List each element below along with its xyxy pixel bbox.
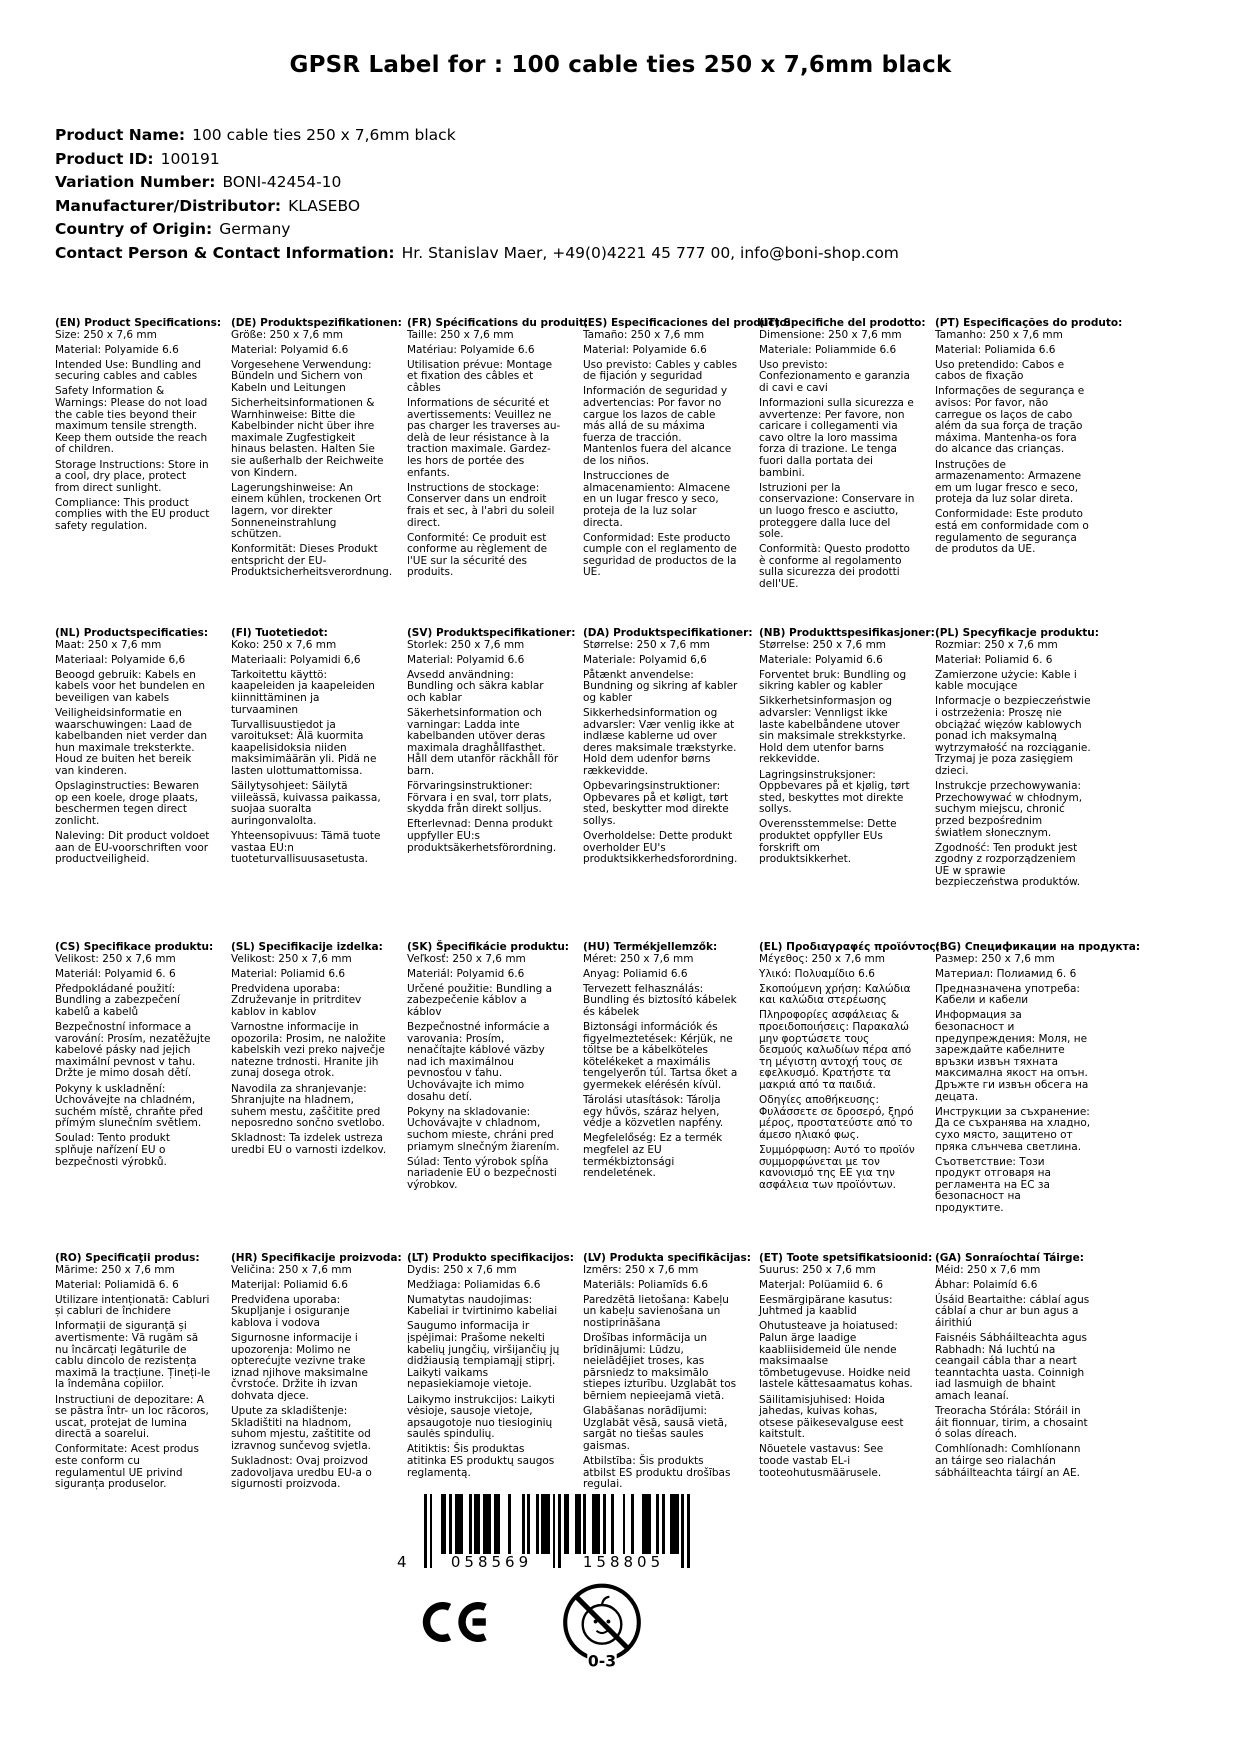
- spec-paragraph: Izmērs: 250 x 7,6 mm: [583, 1263, 699, 1276]
- spec-paragraph: Dimensione: 250 x 7,6 mm: [759, 328, 902, 341]
- spec-block-header: (IT) Specifiche del prodotto:: [759, 317, 926, 329]
- spec-block-bg: [935, 941, 1141, 1253]
- info-field-value: 100191: [160, 149, 220, 168]
- spec-paragraph: Información de seguridad y advertencias: Por favor no cargue los lazos de cable más allá de su máxima fuerza de tracción. Mantenlos fuera del alcance de los niños.: [583, 385, 732, 468]
- age-warning-label: 0-3: [587, 1651, 617, 1671]
- spec-paragraph: Tervezett felhasználás: Bundling és biztosító kábelek és kábelek: [583, 982, 737, 1018]
- spec-block-header: (GA) Sonraíochtaí Táirge:: [935, 1252, 1084, 1264]
- spec-paragraph: Materiale: Polyamid 6.6: [759, 653, 883, 666]
- spec-paragraph: Säilytysohjeet: Säilytä viileässä, kuivassa paikassa, suojaa suoralta auringonvalolta.: [231, 780, 381, 827]
- spec-paragraph: Varnostne informacije in opozorila: Prosim, ne naložite kabelskih vezi preko največje natezne trdnosti. Hranite jih zunaj dosega otrok.: [231, 1021, 386, 1080]
- spec-paragraph: Taille: 250 x 7,6 mm: [407, 328, 514, 341]
- spec-paragraph: Größe: 250 x 7,6 mm: [231, 328, 344, 341]
- spec-paragraph: Pokyny k uskladnění: Uchovávejte na chladném, suchém místě, chraňte před přímým slunečním světlem.: [55, 1082, 204, 1130]
- spec-block-es: [583, 317, 791, 628]
- spec-paragraph: Material: Polyamid 6.6: [231, 343, 349, 356]
- spec-paragraph: Instrucciones de almacenamiento: Almacene en un lugar fresco y seco, proteja de la luz solar directa.: [583, 470, 731, 529]
- spec-block-header: (FR) Spécifications du produit:: [407, 317, 589, 329]
- info-row: [55, 148, 899, 172]
- spec-paragraph: Instruções de armazenamento: Armazene em um lugar fresco e seco, proteja da luz solar direta.: [935, 458, 1082, 506]
- spec-paragraph: Sicherheitsinformationen & Warnhinweise: Bitte die Kabelbinder nicht über ihre maximale Zugfestigkeit hinaus belasten. Halten Sie sie außerhalb der Reichweite von Kindern.: [231, 397, 384, 479]
- spec-paragraph: Πληροφορίες ασφάλειας & προειδοποιήσεις: Παρακαλώ μην φορτώσετε τους δεσμούς καλωδίων πέρα από τη μέγιστη αντοχή τους σε εφελκυσμό. Κρατήστε τα μακριά από τα παιδιά.: [759, 1009, 912, 1092]
- spec-paragraph: Vorgesehene Verwendung: Bündeln und Sichern von Kabeln und Leitungen: [231, 358, 372, 394]
- spec-paragraph: Istruzioni per la conservazione: Conservare in un luogo fresco e asciutto, proteggere dalla luce del sole.: [759, 481, 915, 541]
- spec-paragraph: Материал: Полиамид 6. 6: [935, 967, 1077, 980]
- spec-paragraph: Méid: 250 x 7,6 mm: [935, 1263, 1041, 1276]
- spec-paragraph: Material: Poliamidă 6. 6: [55, 1278, 179, 1291]
- info-row: [55, 171, 899, 195]
- spec-paragraph: Naleving: Dit product voldoet aan de EU-voorschriften voor productveiligheid.: [55, 830, 210, 866]
- spec-paragraph: Dydis: 250 x 7,6 mm: [407, 1263, 517, 1276]
- spec-paragraph: Numatytas naudojimas: Kabeliai ir tvirtinimo kabeliai: [407, 1293, 558, 1318]
- spec-block-pl: [935, 628, 1111, 942]
- spec-paragraph: Størrelse: 250 x 7,6 mm: [583, 638, 711, 651]
- spec-paragraph: Méret: 250 x 7,6 mm: [583, 952, 694, 965]
- spec-paragraph: Predvidena uporaba: Združevanje in pritrditev kablov in kablov: [231, 982, 362, 1018]
- spec-paragraph: Compliance: This product complies with the EU product safety regulation.: [55, 496, 210, 532]
- spec-block-header: (DE) Produktspezifikationen:: [231, 317, 402, 329]
- spec-paragraph: Opbevaringsinstruktioner: Opbevares på et køligt, tørt sted, beskytter mod direkte sollys.: [583, 780, 729, 827]
- spec-paragraph: Informații de siguranță și avertismente: Vă rugăm să nu încărcați legăturile de cablu dincolo de rezistența maximă la tracțiune. Țineți-le la îndemâna copiilor.: [55, 1320, 211, 1391]
- spec-paragraph: Sukladnost: Ovaj proizvod zadovoljava uredbu EU-a o sigurnosti proizvoda.: [231, 1455, 372, 1491]
- spec-paragraph: Matériau: Polyamide 6.6: [407, 343, 535, 356]
- spec-paragraph: Konformität: Dieses Produkt entspricht der EU-Produktsicherheitsverordnung.: [231, 543, 393, 579]
- spec-paragraph: Размер: 250 x 7,6 mm: [935, 952, 1055, 965]
- info-field-label: Country of Origin:: [55, 220, 213, 238]
- spec-paragraph: Upute za skladištenje: Skladištiti na hladnom, suhom mjestu, zaštitite od izravnog sunčevog svjetla.: [231, 1405, 371, 1452]
- spec-paragraph: Informazioni sulla sicurezza e avvertenze: Per favore, non caricare i collegamenti via cavo oltre la loro massima forza di trazione. Le tenga fuori dalla portata dei bambini.: [759, 397, 914, 479]
- spec-paragraph: Paredzētā lietošana: Kabeļu un kabeļu savienošana un nostiprināšana: [583, 1293, 729, 1329]
- spec-block-header: (NB) Produkttspesifikasjoner:: [759, 627, 935, 639]
- spec-block-header: (PL) Specyfikacje produktu:: [935, 627, 1099, 639]
- age-warning-0-3-icon: [556, 1578, 648, 1682]
- spec-paragraph: Suurus: 250 x 7,6 mm: [759, 1263, 876, 1276]
- info-field-label: Product Name:: [55, 126, 186, 144]
- spec-paragraph: Zgodność: Ten produkt jest zgodny z rozporządzeniem UE w sprawie bezpieczeństwa produktów.: [935, 841, 1081, 889]
- spec-block-header: (BG) Спецификации на продукта:: [935, 941, 1141, 953]
- spec-block-header: (HU) Termékjellemzők:: [583, 941, 718, 953]
- spec-paragraph: Materiaal: Polyamide 6,6: [55, 653, 186, 666]
- barcode-bar: [687, 1494, 690, 1568]
- spec-paragraph: Velikost: 250 x 7,6 mm: [55, 952, 176, 965]
- spec-paragraph: Rozmiar: 250 x 7,6 mm: [935, 638, 1058, 651]
- spec-paragraph: Glabāšanas norādījumi: Uzglabāt vēsā, sausā vietā, sargāt no tiešas saules gaismas.: [583, 1405, 728, 1452]
- spec-block-header: (SL) Specifikacije izdelka:: [231, 941, 383, 953]
- spec-block-header: (SV) Produktspecifikationer:: [407, 627, 576, 639]
- spec-block-header: (SK) Špecifikácie produktu:: [407, 941, 570, 953]
- spec-paragraph: Bezpečnostné informácie a varovania: Prosím, nenačítajte káblové väzby nad ich maximálnou pevnosťou v ťahu. Uchovávajte ich mimo dosahu detí.: [407, 1021, 550, 1103]
- spec-paragraph: Drošības informācija un brīdinājumi: Lūdzu, neielādējiet troses, kas pārsniedz to maksimālo stiepes izturību. Uzglabāt tos bērniem nepieejamā vietā.: [583, 1332, 737, 1403]
- spec-paragraph: Megfelelőség: Ez a termék megfelel az EU termékbiztonsági rendeletének.: [583, 1132, 723, 1180]
- spec-paragraph: Instructiuni de depozitare: A se păstra într- un loc răcoros, uscat, protejat de lumina directă a soarelui.: [55, 1393, 209, 1441]
- spec-paragraph: Materiál: Polyamid 6.6: [407, 967, 525, 980]
- info-row: [55, 195, 899, 219]
- spec-paragraph: Lagerungshinweise: An einem kühlen, trockenen Ort lagern, vor direkter Sonneneinstrahlung schützen.: [231, 481, 382, 541]
- spec-paragraph: Sikkerhedsinformation og advarsler: Vær venlig ikke at indlæse kablerne ud over deres maksimale trækstyrke. Hold dem udenfor børns rækkevidde.: [583, 707, 737, 778]
- spec-block-header: (LT) Produkto specifikacijos:: [407, 1252, 574, 1264]
- spec-block-header: (ET) Toote spetsifikatsioonid:: [759, 1252, 933, 1264]
- spec-paragraph: Instrukcje przechowywania: Przechowywać w chłodnym, suchym miejscu, chronić przed bezpośrednim światłem słonecznym.: [935, 780, 1083, 839]
- spec-paragraph: Säkerhetsinformation och varningar: Ladda inte kabelbanden utöver deras maximala draghållfasthet. Håll dem utanför räckhåll för barn.: [407, 707, 559, 778]
- spec-block-sv: [407, 628, 583, 942]
- spec-block-ga: [935, 1253, 1111, 1494]
- spec-paragraph: Materiāls: Poliamīds 6.6: [583, 1278, 708, 1291]
- spec-block-header: (ES) Especificaciones del producto:: [583, 317, 791, 329]
- spec-grid: [55, 317, 1141, 1494]
- spec-paragraph: Conformidade: Este produto está em conformidade com o regulamento de segurança de produtos da UE.: [935, 508, 1089, 556]
- spec-block-cs: [55, 942, 231, 1253]
- spec-paragraph: Eesmärgipärane kasutus: Juhtmed ja kaablid: [759, 1293, 893, 1318]
- spec-paragraph: Material: Polyamide 6.6: [583, 343, 707, 356]
- product-info: [55, 124, 899, 265]
- spec-block-nl: [55, 628, 231, 942]
- spec-paragraph: Utilizare intenționată: Cabluri și cabluri de închidere: [55, 1293, 210, 1318]
- spec-paragraph: Informacje o bezpieczeństwie i ostrzeżenia: Proszę nie obciążać więzów kablowych ponad ich maksymalną wytrzymałość na rozciąganie. Trzymaj je poza zasięgiem dzieci.: [935, 695, 1091, 778]
- spec-paragraph: Pokyny na skladovanie: Uchovávajte v chladnom, suchom mieste, chráni pred priamym slnečným žiarením.: [407, 1105, 560, 1153]
- spec-paragraph: Mărime: 250 x 7,6 mm: [55, 1263, 175, 1276]
- spec-block-nb: [759, 628, 935, 942]
- barcode-left-digits: 058569: [450, 1553, 533, 1571]
- info-field-label: Product ID:: [55, 149, 154, 168]
- spec-paragraph: Σκοπούμενη χρήση: Καλώδια και καλώδια στερέωσης: [759, 982, 911, 1007]
- spec-paragraph: Tamaño: 250 x 7,6 mm: [583, 328, 705, 341]
- spec-paragraph: Storlek: 250 x 7,6 mm: [407, 638, 525, 651]
- spec-paragraph: Størrelse: 250 x 7,6 mm: [759, 638, 887, 651]
- spec-paragraph: Sigurnosne informacije i upozorenja: Molimo ne opterećujte vezivne trake iznad njihove maksimalne čvrstoće. Držite ih izvan dohvata djece.: [231, 1332, 368, 1403]
- spec-block-header: (RO) Specificaţii produs:: [55, 1252, 200, 1264]
- spec-paragraph: Maat: 250 x 7,6 mm: [55, 638, 162, 651]
- spec-paragraph: Conformidad: Este producto cumple con el reglamento de seguridad de productos de la UE.: [583, 531, 737, 579]
- spec-paragraph: Tamanho: 250 x 7,6 mm: [935, 328, 1063, 341]
- info-field-label: Contact Person & Contact Information:: [55, 243, 395, 262]
- spec-paragraph: Veiligheidsinformatie en waarschuwingen: Laad de kabelbanden niet verder dan hun maximale treksterkte. Houd ze buiten het bereik van kinderen.: [55, 707, 208, 778]
- spec-paragraph: Utilisation prévue: Montage et fixation des câbles et câbles: [407, 358, 553, 394]
- spec-paragraph: Ohutusteave ja hoiatused: Palun ärge laadige kaabliisidemeid üle nende maksimaalse tõmbetugevuse. Hoidke neid lastele kättesaamatus kohas.: [759, 1320, 913, 1391]
- barcode-right-digits: 158805: [582, 1553, 665, 1571]
- spec-paragraph: Materiał: Poliamid 6. 6: [935, 653, 1053, 666]
- spec-paragraph: Tárolási utasítások: Tárolja egy hűvös, száraz helyen, védje a közvetlen napfény.: [583, 1094, 724, 1130]
- spec-paragraph: Laikymo instrukcijos: Laikyti vėsioje, sausoje vietoje, apsaugotoje nuo tiesioginių saulės spindulių.: [407, 1393, 555, 1441]
- info-row: [55, 124, 899, 148]
- spec-paragraph: Информация за безопасност и предупреждения: Моля, не зареждайте кабелните връзки извън тяхната максимална якост на опън. Дръжте ги извън обсега на децата.: [935, 1009, 1089, 1103]
- spec-block-ro: [55, 1253, 231, 1494]
- spec-paragraph: Påtænkt anvendelse: Bundning og sikring af kabler og kabler: [583, 668, 738, 704]
- spec-paragraph: Lagringsinstruksjoner: Oppbevares på et kjølig, tørt sted, beskyttes mot direkte sollys.: [759, 768, 910, 816]
- spec-block-header: (PT) Especificações do produto:: [935, 317, 1123, 329]
- spec-paragraph: Materjal: Polüamiid 6. 6: [759, 1278, 884, 1291]
- spec-paragraph: Συμμόρφωση: Αυτό το προϊόν συμμορφώνεται με τον κανονισμό της ΕΕ για την ασφάλεια των προϊόντων.: [759, 1144, 915, 1191]
- spec-paragraph: Οδηγίες αποθήκευσης: Φυλάσσετε σε δροσερό, ξηρό μέρος, προστατεύστε από το άμεσο ηλιακό φως.: [759, 1094, 914, 1141]
- spec-paragraph: Material: Poliamid 6.6: [231, 967, 346, 980]
- spec-paragraph: Úsáid Beartaithe: cáblaí agus cáblaí a chur ar bun agus a áirithiú: [935, 1293, 1090, 1329]
- spec-block-et: [759, 1253, 935, 1494]
- spec-paragraph: Avsedd användning: Bundling och säkra kablar och kablar: [407, 668, 544, 704]
- spec-block-it: [759, 318, 935, 628]
- spec-paragraph: Material: Polyamid 6.6: [407, 653, 525, 666]
- spec-block-fr: [407, 317, 589, 628]
- spec-paragraph: Materiál: Polyamid 6. 6: [55, 967, 176, 980]
- spec-block-lt: [407, 1253, 583, 1494]
- spec-block-el: [759, 941, 940, 1253]
- spec-paragraph: Intended Use: Bundling and securing cables and cables: [55, 358, 202, 383]
- spec-paragraph: Saugumo informacija ir įspėjimai: Prašome nekelti kabelių jungčių, viršijančių jų didžiausią tempiamąjį stiprį. Laikyti vaikams nepasiekiamoje vietoje.: [407, 1320, 560, 1391]
- spec-paragraph: Safety Information & Warnings: Please do not load the cable ties beyond their maximum tensile strength. Keep them outside the reach of children.: [55, 385, 208, 456]
- spec-paragraph: Säilitamisjuhised: Hoida jahedas, kuivas kohas, otsese päikesevalguse eest kaitstult.: [759, 1393, 904, 1441]
- info-field-label: Manufacturer/Distributor:: [55, 196, 282, 215]
- spec-block-lv: [583, 1253, 759, 1494]
- spec-paragraph: Overensstemmelse: Dette produktet oppfyller EUs forskrift om produktsikkerhet.: [759, 818, 897, 866]
- spec-block-pt: [935, 317, 1123, 628]
- spec-paragraph: Material: Polyamide 6.6: [55, 343, 179, 356]
- spec-paragraph: Súlad: Tento výrobok spĺňa nariadenie EÚ o bezpečnosti výrobkov.: [407, 1155, 557, 1191]
- spec-paragraph: Anyag: Poliamid 6.6: [583, 967, 688, 980]
- spec-paragraph: Treoracha Stórála: Stóráil in áit fionnuar, tirim, a chosaint ó solas díreach.: [935, 1405, 1088, 1441]
- spec-paragraph: Comhlíonadh: Comhlíonann an táirge seo rialachán sábháilteachta táirgí an AE.: [935, 1443, 1081, 1479]
- spec-paragraph: Υλικό: Πολυαμίδιο 6.6: [759, 967, 875, 980]
- spec-paragraph: Sikkerhetsinformasjon og advarsler: Vennligst ikke laste kabelbåndene utover sin maksimale strekkstyrke. Hold dem utenfor barns rekkevidde.: [759, 695, 906, 766]
- spec-block-hr: [231, 1253, 407, 1494]
- spec-paragraph: Beoogd gebruik: Kabels en kabels voor het bundelen en beveiligen van kabels: [55, 668, 206, 704]
- spec-paragraph: Ábhar: Polaimíd 6.6: [935, 1278, 1038, 1291]
- spec-paragraph: Medžiaga: Poliamidas 6.6: [407, 1278, 541, 1291]
- spec-paragraph: Instructions de stockage: Conserver dans un endroit frais et sec, à l'abri du soleil direct.: [407, 481, 555, 529]
- info-field-value: Germany: [219, 220, 291, 238]
- spec-paragraph: Veľkosť: 250 x 7,6 mm: [407, 952, 526, 965]
- info-row: [55, 242, 899, 266]
- spec-paragraph: Materiaali: Polyamidi 6,6: [231, 653, 361, 666]
- spec-paragraph: Предназначена употреба: Кабели и кабели: [935, 982, 1080, 1007]
- spec-block-header: (LV) Produkta specifikācijas:: [583, 1252, 751, 1264]
- info-field-label: Variation Number:: [55, 173, 216, 191]
- spec-block-header: (HR) Specifikacije proizvoda:: [231, 1252, 402, 1264]
- spec-paragraph: Materiale: Poliammide 6.6: [759, 343, 897, 356]
- spec-paragraph: Storage Instructions: Store in a cool, dry place, protect from direct sunlight.: [55, 458, 209, 494]
- spec-paragraph: Conformité: Ce produit est conforme au règlement de l'UE sur la sécurité des produits.: [407, 531, 548, 579]
- barcode: [397, 1494, 690, 1586]
- spec-paragraph: Opslaginstructies: Bewaren op een koele, droge plaats, beschermen tegen direct zonlicht.: [55, 780, 200, 827]
- spec-paragraph: Bezpečnostní informace a varování: Prosím, nezatěžujte kabelové pásky nad jejich maximální pevnost v tahu. Držte je mimo dosah dětí.: [55, 1021, 211, 1080]
- spec-paragraph: Predviđena uporaba: Skupljanje i osiguranje kablova i vodova: [231, 1293, 350, 1329]
- spec-paragraph: Tarkoitettu käyttö: kaapeleiden ja kaapeleiden kiinnittäminen ja turvaaminen: [231, 668, 375, 716]
- spec-block-fi: [231, 628, 407, 942]
- spec-paragraph: Velikost: 250 x 7,6 mm: [231, 952, 352, 965]
- spec-paragraph: Určené použitie: Bundling a zabezpečenie káblov a káblov: [407, 982, 553, 1018]
- spec-paragraph: Efterlevnad: Denna produkt uppfyller EU:s produktsäkerhetsförordning.: [407, 818, 557, 854]
- spec-block-header: (DA) Produktspecifikationer:: [583, 627, 753, 639]
- spec-paragraph: Atitiktis: Šis produktas atitinka ES produktų saugos reglamentą.: [407, 1443, 555, 1479]
- spec-block-hu: [583, 942, 759, 1253]
- spec-paragraph: Materiale: Polyamid 6,6: [583, 653, 707, 666]
- spec-paragraph: Uso previsto: Cables y cables de fijación y seguridad: [583, 358, 738, 383]
- ce-mark-icon: [417, 1592, 491, 1656]
- spec-block-header: (EL) Προδιαγραφές προϊόντος:: [759, 941, 940, 953]
- spec-block-de: [231, 318, 407, 628]
- spec-paragraph: Informations de sécurité et avertissements: Veuillez ne pas charger les traverses au-delà de leur résistance à la traction maximale. Gardez-les hors de portée des enfants.: [407, 397, 561, 479]
- spec-paragraph: Size: 250 x 7,6 mm: [55, 328, 157, 341]
- spec-paragraph: Uso previsto: Confezionamento e garanzia di cavi e cavi: [759, 358, 910, 394]
- spec-paragraph: Faisnéis Sábháilteachta agus Rabhadh: Ná luchtú na ceangail cábla thar a neart teanntachta uasta. Coinnigh iad lasmuigh de bhaint amach leanaí.: [935, 1332, 1087, 1403]
- info-field-value: BONI-42454-10: [222, 173, 342, 191]
- spec-paragraph: Biztonsági információk és figyelmeztetések: Kérjük, ne töltse be a kábelköteles kötelékeket a maximális tengelyerőn túl. Tartsa őket a gyermekek elérésén kívül.: [583, 1021, 738, 1092]
- spec-block-en: [55, 318, 231, 628]
- spec-paragraph: Förvaringsinstruktioner: Förvara i en sval, torr plats, skydda från direkt solljus.: [407, 780, 552, 816]
- info-field-value: KLASEBO: [288, 196, 361, 215]
- spec-block-header: (NL) Productspecificaties:: [55, 627, 209, 639]
- spec-paragraph: Turvallisuustiedot ja varoitukset: Älä kuormita kaapelisidoksia niiden maksimimäärän yli. Pidä ne lasten ulottumattomissa.: [231, 718, 377, 778]
- spec-block-sk: [407, 942, 583, 1253]
- spec-block-sl: [231, 942, 407, 1253]
- info-row: [55, 218, 899, 242]
- spec-paragraph: Veličina: 250 x 7,6 mm: [231, 1263, 352, 1276]
- spec-paragraph: Forventet bruk: Bundling og sikring kabler og kabler: [759, 668, 907, 693]
- spec-paragraph: Yhteensopivuus: Tämä tuote vastaa EU:n tuoteturvallisuusasetusta.: [231, 830, 381, 866]
- spec-block-header: (CS) Specifikace produktu:: [55, 941, 214, 953]
- spec-paragraph: Conformitate: Acest produs este conform cu regulamentul UE privind siguranța produselor.: [55, 1443, 199, 1491]
- spec-block-header: (EN) Product Specifications:: [55, 317, 222, 329]
- spec-paragraph: Soulad: Tento produkt splňuje nařízení EU o bezpečnosti výrobků.: [55, 1132, 170, 1168]
- spec-block-da: [583, 628, 759, 942]
- spec-paragraph: Materijal: Poliamid 6.6: [231, 1278, 348, 1291]
- spec-paragraph: Overholdelse: Dette produkt overholder EU's produktsikkerhedsforordning.: [583, 830, 738, 866]
- spec-paragraph: Material: Poliamida 6.6: [935, 343, 1056, 356]
- spec-paragraph: Navodila za shranjevanje: Shranjujte na hladnem, suhem mestu, zaščitite pred neposredno sončno svetlobo.: [231, 1082, 385, 1130]
- spec-paragraph: Uso pretendido: Cabos e cabos de fixação: [935, 358, 1065, 383]
- spec-paragraph: Předpokládané použití: Bundling a zabezpečení kabelů a kabelů: [55, 982, 180, 1018]
- spec-paragraph: Conformità: Questo prodotto è conforme al regolamento sulla sicurezza dei prodotti dell'UE.: [759, 543, 910, 590]
- spec-paragraph: Nõuetele vastavus: See toode vastab EL-i tooteohutusmäärusele.: [759, 1443, 884, 1479]
- spec-paragraph: Skladnost: Ta izdelek ustreza uredbi EU o varnosti izdelkov.: [231, 1132, 387, 1156]
- spec-block-header: (FI) Tuotetiedot:: [231, 627, 328, 639]
- barcode-first-digit: 4: [397, 1553, 411, 1571]
- info-field-value: Hr. Stanislav Maer, +49(0)4221 45 777 00, info@boni-shop.com: [401, 243, 899, 262]
- spec-paragraph: Инструкции за съхранение: Да се съхранява на хладно, сухо място, защитено от пряка слънчева светлина.: [935, 1105, 1091, 1153]
- spec-paragraph: Informações de segurança e avisos: Por favor, não carregue os laços de cabo além da sua força de tração máxima. Mantenha-os fora do alcance das crianças.: [935, 385, 1085, 456]
- spec-paragraph: Koko: 250 x 7,6 mm: [231, 638, 337, 651]
- spec-paragraph: Μέγεθος: 250 x 7,6 mm: [759, 952, 885, 965]
- spec-paragraph: Zamierzone użycie: Kable i kable mocujące: [935, 668, 1077, 693]
- spec-paragraph: Съответствие: Този продукт отговаря на регламента на ЕС за безопасност на продуктите.: [935, 1155, 1051, 1214]
- page-title: GPSR Label for : 100 cable ties 250 x 7,6mm black: [289, 52, 952, 78]
- spec-paragraph: Atbilstība: Šis produkts atbilst ES produktu drošības regulai.: [583, 1455, 731, 1491]
- info-field-value: 100 cable ties 250 x 7,6mm black: [192, 126, 456, 144]
